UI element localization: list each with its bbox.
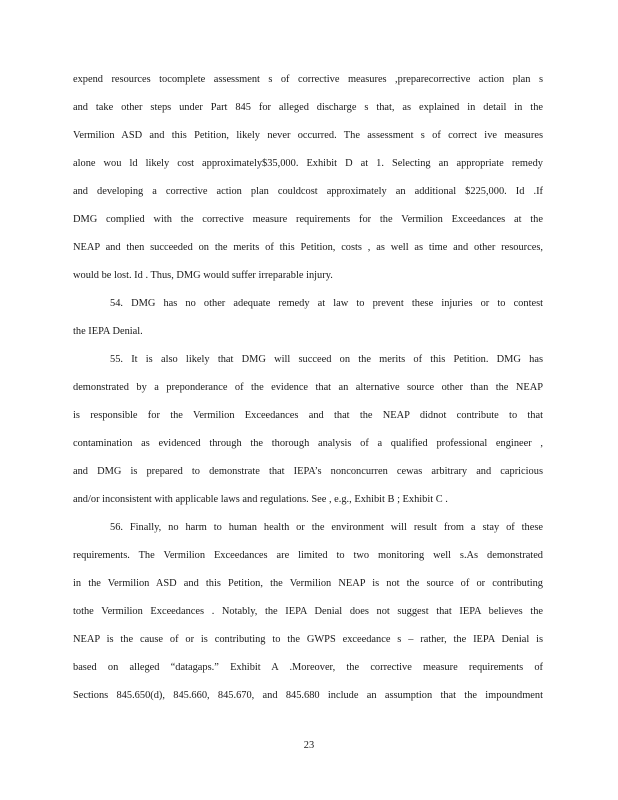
text-line: is responsible for the Vermilion Exceedances and that the NEAP didnot contribute to that [73, 410, 543, 421]
text-line: tothe Vermilion Exceedances . Notably, the IEPA Denial does not suggest that IEPA believes the [73, 606, 543, 617]
text-line: requirements. The Vermilion Exceedances are limited to two monitoring well s.As demonstrated [73, 550, 543, 561]
page-number: 23 [303, 740, 315, 751]
text-line: in the Vermilion ASD and this Petition, the Vermilion NEAP is not the source of or contributing [73, 578, 543, 589]
text-line: expend resources tocomplete assessment s of corrective measures ,preparecorrective action plan s [73, 74, 543, 85]
text-line: Vermilion ASD and this Petition, likely never occurred. The assessment s of correct ive measures [73, 130, 543, 141]
paragraph-56-start: 56. Finally, no harm to human health or the environment will result from a stay of these [110, 522, 543, 533]
paragraph-55-start: 55. It is also likely that DMG will succeed on the merits of this Petition. DMG has [110, 354, 543, 365]
text-line: based on alleged “datagaps.” Exhibit A .Moreover, the corrective measure requirements of [73, 662, 543, 673]
text-line: and take other steps under Part 845 for alleged discharge s that, as explained in detail in the [73, 102, 543, 113]
text-line: and/or inconsistent with applicable laws and regulations. See , e.g., Exhibit B ; Exhibit C . [73, 494, 448, 505]
text-line: NEAP and then succeeded on the merits of this Petition, costs , as well as time and other resources, [73, 242, 543, 253]
text-line: would be lost. Id . Thus, DMG would suffer irreparable injury. [73, 270, 333, 281]
text-line: demonstrated by a preponderance of the evidence that an alternative source other than the NEAP [73, 382, 543, 393]
text-line: the IEPA Denial. [73, 326, 143, 337]
text-line: NEAP is the cause of or is contributing to the GWPS exceedance s – rather, the IEPA Denial is [73, 634, 543, 645]
paragraph-54-start: 54. DMG has no other adequate remedy at law to prevent these injuries or to contest [110, 298, 543, 309]
text-line: and developing a corrective action plan couldcost approximately an additional $225,000. Id .If [73, 186, 543, 197]
text-line: contamination as evidenced through the thorough analysis of a qualified professional engineer , [73, 438, 543, 449]
text-line: and DMG is prepared to demonstrate that IEPA’s nonconcurren cewas arbitrary and capricious [73, 466, 543, 477]
text-line: DMG complied with the corrective measure requirements for the Vermilion Exceedances at the [73, 214, 543, 225]
text-line: alone wou ld likely cost approximately$35,000. Exhibit D at 1. Selecting an appropriate remedy [73, 158, 543, 169]
text-line: Sections 845.650(d), 845.660, 845.670, and 845.680 include an assumption that the impoundment [73, 690, 543, 701]
